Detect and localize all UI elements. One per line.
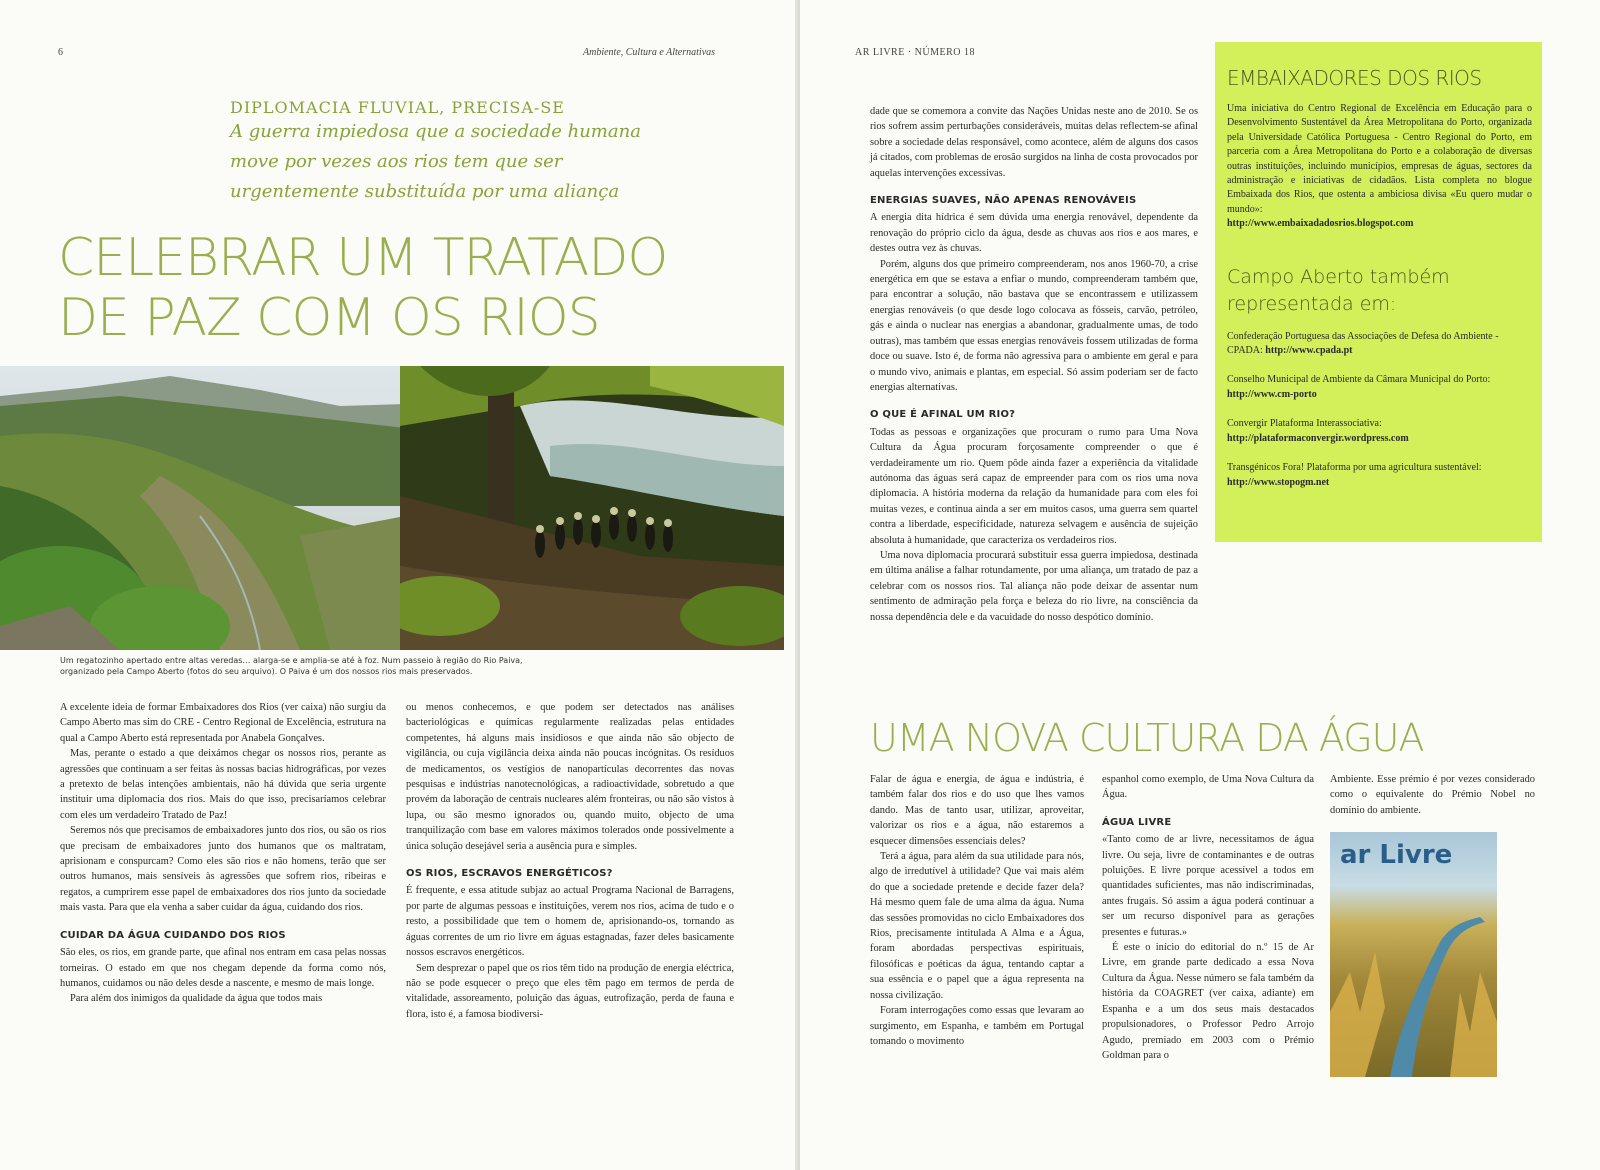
body-column-5 [1102,772,1314,1063]
second-headline: UMA NOVA CULTURA DA ÁGUA [870,716,1424,760]
paragraph: Seremos nós que precisamos de embaixadores junto dos rios, ou são os rios que precisam de embaixadores junto dos humanos que os maltratam, aprisionam e conspurcam? Como eles são rios e não homens, terão que ser outros humanos, mais sensíveis às agressões que sofrem rios, ribeiras e regatos, a cumprirem esse papel de embaixadores dos rios junto da sociedade mais vasta. Para que ela venha a saber cuidar da água, cuidando dos rios. [60,825,386,914]
list-item [1227,373,1532,402]
cpada-link[interactable]: http://www.cpada.pt [1265,345,1353,357]
section-heading: O QUE É AFINAL UM RIO? [870,409,1016,421]
paragraph: Porém, alguns dos que primeiro compreenderam, nos anos 1960-70, a crise energética em que se estava a enfiar o mundo, compreenderam também que, para encontrar a solução, não bastava que se encontrassem e utilizassem energias renováveis (o que desde logo colocava as fósseis, carvão, petróleo, gás e ainda o nuclear nas energias a abandonar, gradualmente umas, de todo outras), mas também que essas energias renováveis fossem utilizadas de forma doce ou suave. Isto é, de forma não agressiva para o ambiente em geral e para o mundo vivo, animais e plantas, em especial. Só assim poderiam ser de facto energias alternativas. [870,258,1198,393]
kicker-label: DIPLOMACIA FLUVIAL, PRECISA-SE [230,98,565,117]
river-walk-group-photo [400,366,784,650]
kicker-line: urgentemente substituída por uma aliança [230,181,620,202]
paragraph: Sem desprezar o papel que os rios têm tido na produção de energia eléctrica, não se pode esquecer o preço que eles têm pago em termos de perda de vitalidade, assoreamento, poluição das águas, eutrofização, perda de fauna e flora, isto é, a famosa biodiversi- [406,962,734,1020]
sidebar-text: Uma iniciativa do Centro Regional de Excelência em Educação para o Desenvolvimento Sustentável da Área Metropolitana do Porto, organizada pela Universidade Católica Portuguesa - Centro Regional do Porto, em parceria com a Área Metropolitana do Porto e a colaboração de diversas outras instituições, incluindo municípios, empresas de águas, sectores da administração e iniciativas de cidadãos. Lista completa no blogue Embaixada dos Rios, que ostenta a ambiciosa divisa «Eu quero mudar o mundo»: [1227,103,1532,215]
kicker-line: move por vezes aos rios tem que ser [230,151,563,172]
caption-line: organizado pela Campo Aberto (fotos do seu arquivo). O Paiva é um dos nossos rios mais preservados. [60,667,473,676]
paragraph: dade que se comemora a convite das Nações Unidas neste ano de 2010. Se os rios sofrem assim perturbações consideráveis, muitas delas reflectem-se afinal sobre a sociedade delas responsável, como acontece, além de alguns dos casos já citados, com problemas de erosão surgidos na linha de costa provocados por aquelas intervenções excessivas. [870,106,1198,179]
article-headline [58,228,667,348]
paragraph: A excelente ideia de formar Embaixadores dos Rios (ver caixa) não surgiu da Campo Aberto mas sim do CRE - Centro Regional de Excelência, estrutura na qual a Campo Aberto está representada por Anabela Gonçalves. [60,702,386,744]
page-number: 6 [58,47,63,58]
paragraph: Mas, perante o estado a que deixámos chegar os nossos rios, perante as agressões que continuam a ser feitas às nossas bacias hidrográficas, por vezes a pretexto de belas intenções ambientais, não há dúvida que seria urgente instituir uma diplomacia dos rios. Mais do que isso, precisaríamos celebrar com eles um verdadeiro Tratado de Paz! [60,748,386,821]
paragraph: Uma nova diplomacia procurará substituir essa guerra impiedosa, destinada em última análise a falhar rotundamente, por uma aliança, um tratado de paz a celebrar com os nossos rios. Tal aliança não pode deixar de assentar num sentimento de admiração pela força e beleza do rio livre, na consciência da nossa dependência dele e da vacuidade do nosso despótico domínio. [870,549,1198,623]
running-head-right: AR LIVRE · NÚMERO 18 [855,47,975,58]
paiva-valley-photo [0,366,405,650]
cm-porto-link[interactable]: http://www.cm-porto [1227,388,1317,400]
paragraph: Terá a água, para além da sua utilidade para nós, algo de irredutível à utilidade? Que vai mais além do que a sociedade pretende e decide fazer dela? Há mesmo quem fale de uma alma da água. Numa das sessões promovidas no ciclo Embaixadores dos Rios, precisamente intitulada A Alma e a Água, foram abordadas perspectivas espirituais, filosóficas e poéticas da água, tentando captar a sua essência e o papel que a água representa na nossa civilização. [870,851,1084,1001]
running-head-left: Ambiente, Cultura e Alternativas [583,47,716,58]
paragraph: Ambiente. Esse prémio é por vezes considerado como o equivalente do Prémio Nobel no domínio do ambiente. [1330,774,1535,816]
paragraph: «Tanto como de ar livre, necessitamos de água livre. Ou seja, livre de contaminantes e de outras poluições. E livre porque acessível a todos em quantidades suficientes, mas não indiscriminadas, antes frugais. Só assim a água poderá continuar a ser um recurso disponível para as gerações presentes e futuras.» [1102,834,1314,938]
cover-landscape [1330,832,1497,1077]
paragraph: É este o início do editorial do n.º 15 de Ar Livre, em grande parte dedicado a essa Nova Cultura da Água. Nesse número se fala também da história da COAGRET (ver caixa, adiante) em Espanha e a um dos seus mais destacados propulsionadores, o Professor Pedro Arrojo Agudo, premiado em 2003 com o Prémio Goldman para o [1102,942,1314,1061]
paragraph: espanhol como exemplo, de Uma Nova Cultura da Água. [1102,774,1314,801]
paragraph: Todas as pessoas e organizações que procuram o rumo para Uma Nova Cultura da Água procuram forçosamente compreender o que é verdadeiramente um rio. Quem pôde ainda fazer a experiência da vitalidade autónoma das águas será capaz de empreender para com os rios uma nova diplomacia. A história moderna da relação da humanidade para com eles foi muitas vezes, e continua ainda a ser em muitos casos, uma guerra sem quartel contra a liberdade, especificidade, natureza selvagem e ausência de sujeição absoluta à humanidade, que caracteriza os verdadeiros rios. [870,426,1198,546]
stopogm-link[interactable]: http://www.stopogm.net [1227,476,1330,488]
headline-line: CELEBRAR UM TRATADO [58,228,668,288]
sidebar-list [1227,330,1532,490]
convergir-link[interactable]: http://plataformaconvergir.wordpress.com [1227,432,1409,444]
paragraph: Para além dos inimigos da qualidade da água que todos mais [70,993,323,1005]
paragraph: A energia dita hídrica é sem dúvida uma energia renovável, dependente da renovação do próprio ciclo da água, desde as chuvas aos rios e aos mares, e destes outra vez às chuvas. [870,212,1198,255]
body-column-1 [60,700,386,1007]
list-item [1227,417,1532,446]
paragraph: Falar de água e energia, de água e indústria, é também falar dos rios e do uso que lhes vamos dando. Mas de tanto usar, utilizar, aproveitar, valorizar os rios e a água, não estaremos a esquecer dimensões essenciais deles? [870,774,1084,847]
list-item-text: Transgénicos Fora! Plataforma por uma agricultura sustentável: [1227,462,1482,474]
list-item [1227,330,1532,359]
list-item-text: Confederação Portuguesa das Associações de Defesa do Ambiente - CPADA: [1227,330,1499,357]
sidebar-box [1215,42,1542,542]
valley-illustration [0,366,405,650]
section-heading: ÁGUA LIVRE [1102,816,1172,828]
list-item-text: Convergir Plataforma Interassociativa: [1227,418,1382,430]
sidebar-body [1227,102,1532,232]
caption-line: Um regatozinho apertado entre altas veredas… alarga-se e amplia-se até à foz. Num passeio à região do Rio Paiva, [60,656,523,665]
photo-caption [60,655,523,677]
river-group-illustration [400,366,784,650]
headline-line: DE PAZ COM OS RIOS [58,288,600,348]
body-column-6 [1330,772,1535,818]
kicker-lead [230,117,641,207]
article-kicker [230,98,641,207]
paragraph: ou menos conhecemos, e que podem ser detectados nas análises bacteriológicas e químicas regularmente realizadas pelas entidades competentes, há alguns mais insidiosos e que ainda não são objecto de vigilância, ou cuja vigilância deixa ainda não poucas incógnitas. Os resíduos de medicamentos, os vestígios de nanopartículas decorrentes das novas pesquisas e indústrias nanotecnológicas, a radioactividade, sobretudo a que provém da laboração de centrais nucleares além fronteiras, ou não são vistos à lupa, ou são mesmo ignorados ou, quando muito, objecto de uma tranquilização com base em valores máximos tolerados onde possivelmente a única solução desejável seria a ausência pura e simples. [406,702,734,852]
embaixada-link[interactable]: http://www.embaixadadosrios.blogspot.com [1227,218,1414,230]
ar-livre-cover-image [1330,832,1497,1077]
kicker-line: A guerra impiedosa que a sociedade humana [230,121,641,142]
list-item-text: Conselho Municipal de Ambiente da Câmara Municipal do Porto: [1227,374,1491,386]
paragraph: São eles, os rios, em grande parte, que afinal nos entram em casa pelas nossas torneiras. O estado em que nos chegam depende da forma como nós, humanos, cuidamos ou não deles desde a nascente, e mesmo de mais longe. [60,947,386,989]
sidebar-subtitle: Campo Aberto também representada em: [1227,265,1450,315]
section-heading: OS RIOS, ESCRAVOS ENERGÉTICOS? [406,868,613,880]
list-item [1227,461,1532,490]
sidebar-title: EMBAIXADORES DOS RIOS [1227,66,1482,90]
left-page [0,0,795,1170]
body-column-3 [870,104,1198,625]
section-heading: ENERGIAS SUAVES, NÃO APENAS RENOVÁVEIS [870,195,1137,207]
section-heading: CUIDAR DA ÁGUA CUIDANDO DOS RIOS [60,929,286,941]
body-column-4 [870,772,1084,1049]
cover-masthead: ar Livre [1340,840,1453,870]
paragraph: Foram interrogações como essas que levaram ao surgimento, em Espanha, e também em Portugal tomando o movimento [870,1005,1084,1047]
body-column-2 [406,700,734,1022]
paragraph: É frequente, e essa atitude subjaz ao actual Programa Nacional de Barragens, por parte de algumas pessoas e instituições, verem nos rios, acima de tudo e o resto, a possibilidade que tem o homem de, aprisionando-os, tornando as águas correntes de um rio livre em águas estagnadas, fazer deles basicamente nossos escravos energéticos. [406,885,734,959]
